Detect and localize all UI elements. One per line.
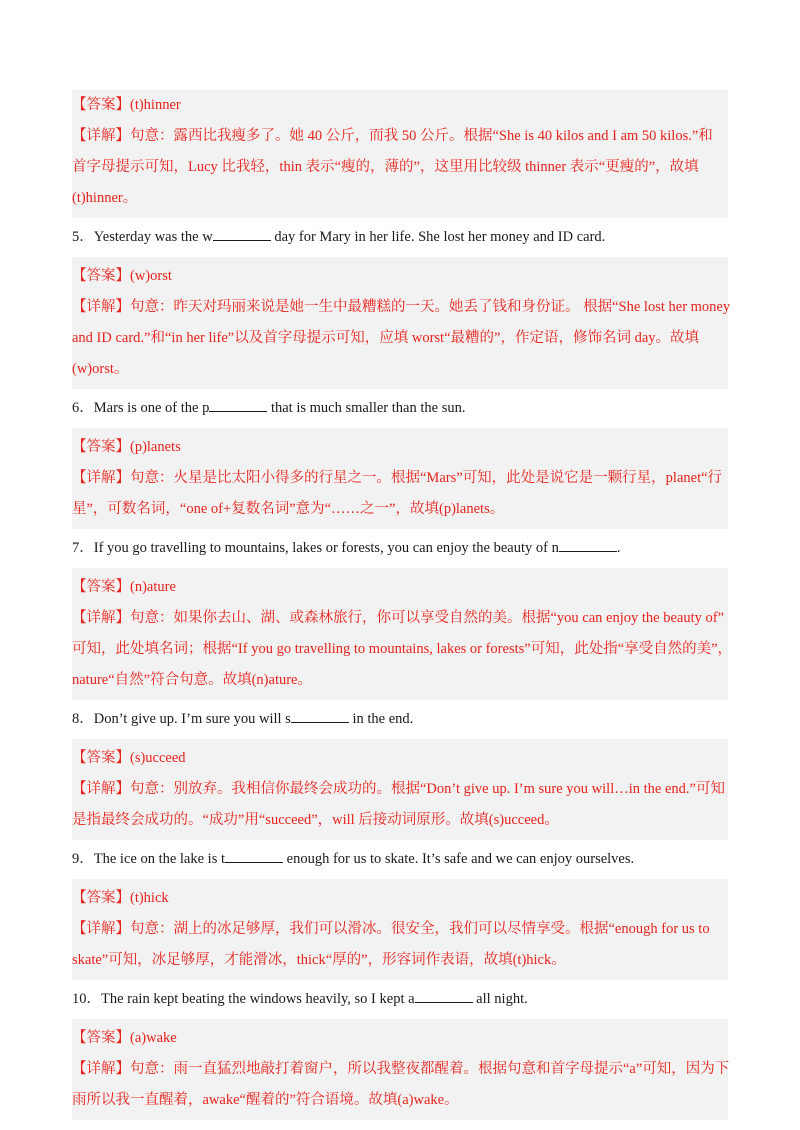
explanation-line: 【详解】句意：别放弃。我相信你最终会成功的。根据“Don’t give up. I’m sure you will…in the end.”可知 <box>72 781 725 797</box>
explanation-line: nature“自然”符合句意。故填(n)ature。 <box>72 672 312 688</box>
explanation-line: 【详解】句意：如果你去山、湖、或森林旅行，你可以享受自然的美。根据“you can enjoy the beauty of” <box>72 610 725 626</box>
answer-line: 【答案】(p)lanets <box>72 439 181 455</box>
answer-blank <box>415 988 473 1003</box>
answer-blank <box>559 537 617 552</box>
answer-blank <box>209 397 267 412</box>
question-text: 10．The rain kept beating the windows heavily, so I kept a <box>72 991 415 1007</box>
answer-blank <box>291 708 349 723</box>
answer-block <box>72 90 728 218</box>
answer-line: 【答案】(t)hick <box>72 890 169 906</box>
explanation-line: (w)orst。 <box>72 361 129 377</box>
answer-blank <box>225 848 283 863</box>
question-text: that is much smaller than the sun. <box>267 400 466 416</box>
question-text: 7．If you go travelling to mountains, lakes or forests, you can enjoy the beauty of n <box>72 540 559 556</box>
question-6 <box>72 393 728 424</box>
explanation-line: 是指最终会成功的。“成功”用“succeed”，will 后接动词原形。故填(s)ucceed。 <box>72 812 559 828</box>
explanation-line: 【详解】句意：露西比我瘦多了。她 40 公斤，而我 50 公斤。根据“She is 40 kilos and I am 50 kilos.”和 <box>72 128 713 144</box>
question-10 <box>72 984 728 1015</box>
answer-block <box>72 428 728 529</box>
explanation-line: 雨所以我一直醒着，awake“醒着的”符合语境。故填(a)wake。 <box>72 1092 459 1108</box>
explanation-line: 星”，可数名词，“one of+复数名词”意为“……之一”，故填(p)lanets。 <box>72 501 505 517</box>
question-text: 8．Don’t give up. I’m sure you will s <box>72 711 291 727</box>
question-7 <box>72 533 728 564</box>
answer-line: 【答案】(a)wake <box>72 1030 177 1046</box>
explanation-line: skate”可知，冰足够厚，才能滑冰，thick“厚的”，形容词作表语，故填(t)hick。 <box>72 952 566 968</box>
question-9 <box>72 844 728 875</box>
answer-line: 【答案】(s)ucceed <box>72 750 186 766</box>
explanation-line: 【详解】句意：火星是比太阳小得多的行星之一。根据“Mars”可知，此处是说它是一颗行星，planet“行 <box>72 470 723 486</box>
explanation-line: 可知，此处填名词；根据“If you go travelling to mountains, lakes or forests”可知，此处指“享受自然的美”， <box>72 641 733 657</box>
answer-line: 【答案】(w)orst <box>72 268 172 284</box>
question-5 <box>72 222 728 253</box>
question-text: . <box>616 540 621 556</box>
answer-block <box>72 879 728 980</box>
explanation-line: 【详解】句意：湖上的冰足够厚，我们可以滑冰。很安全，我们可以尽情享受。根据“enough for us to <box>72 921 710 937</box>
question-text: enough for us to skate. It’s safe and we can enjoy ourselves. <box>283 851 635 867</box>
document-page <box>72 90 733 1124</box>
question-text: day for Mary in her life. She lost her money and ID card. <box>270 229 606 245</box>
answer-block <box>72 1019 728 1120</box>
question-text: in the end. <box>348 711 414 727</box>
question-text: 6．Mars is one of the p <box>72 400 210 416</box>
explanation-line: 首字母提示可知，Lucy 比我轻，thin 表示“瘦的，薄的”，这里用比较级 thinner 表示“更瘦的”，故填 <box>72 159 699 175</box>
question-text: all night. <box>472 991 528 1007</box>
answer-block <box>72 568 733 700</box>
question-text: 5．Yesterday was the w <box>72 229 213 245</box>
explanation-line: 【详解】句意：昨天对玛丽来说是她一生中最糟糕的一天。她丢了钱和身份证。 根据“She lost her money <box>72 299 731 315</box>
answer-line: 【答案】(t)hinner <box>72 97 181 113</box>
answer-block <box>72 257 731 389</box>
question-text: 9．The ice on the lake is t <box>72 851 226 867</box>
explanation-line: 【详解】句意：雨一直猛烈地敲打着窗户，所以我整夜都醒着。根据句意和首字母提示“a”可知，因为下 <box>72 1061 730 1077</box>
explanation-line: and ID card.”和“in her life”以及首字母提示可知，应填 worst“最糟的”，作定语，修饰名词 day。故填 <box>72 330 700 346</box>
answer-line: 【答案】(n)ature <box>72 579 176 595</box>
answer-block <box>72 739 728 840</box>
question-8 <box>72 704 728 735</box>
answer-blank <box>213 226 271 241</box>
explanation-line: (t)hinner。 <box>72 190 138 206</box>
